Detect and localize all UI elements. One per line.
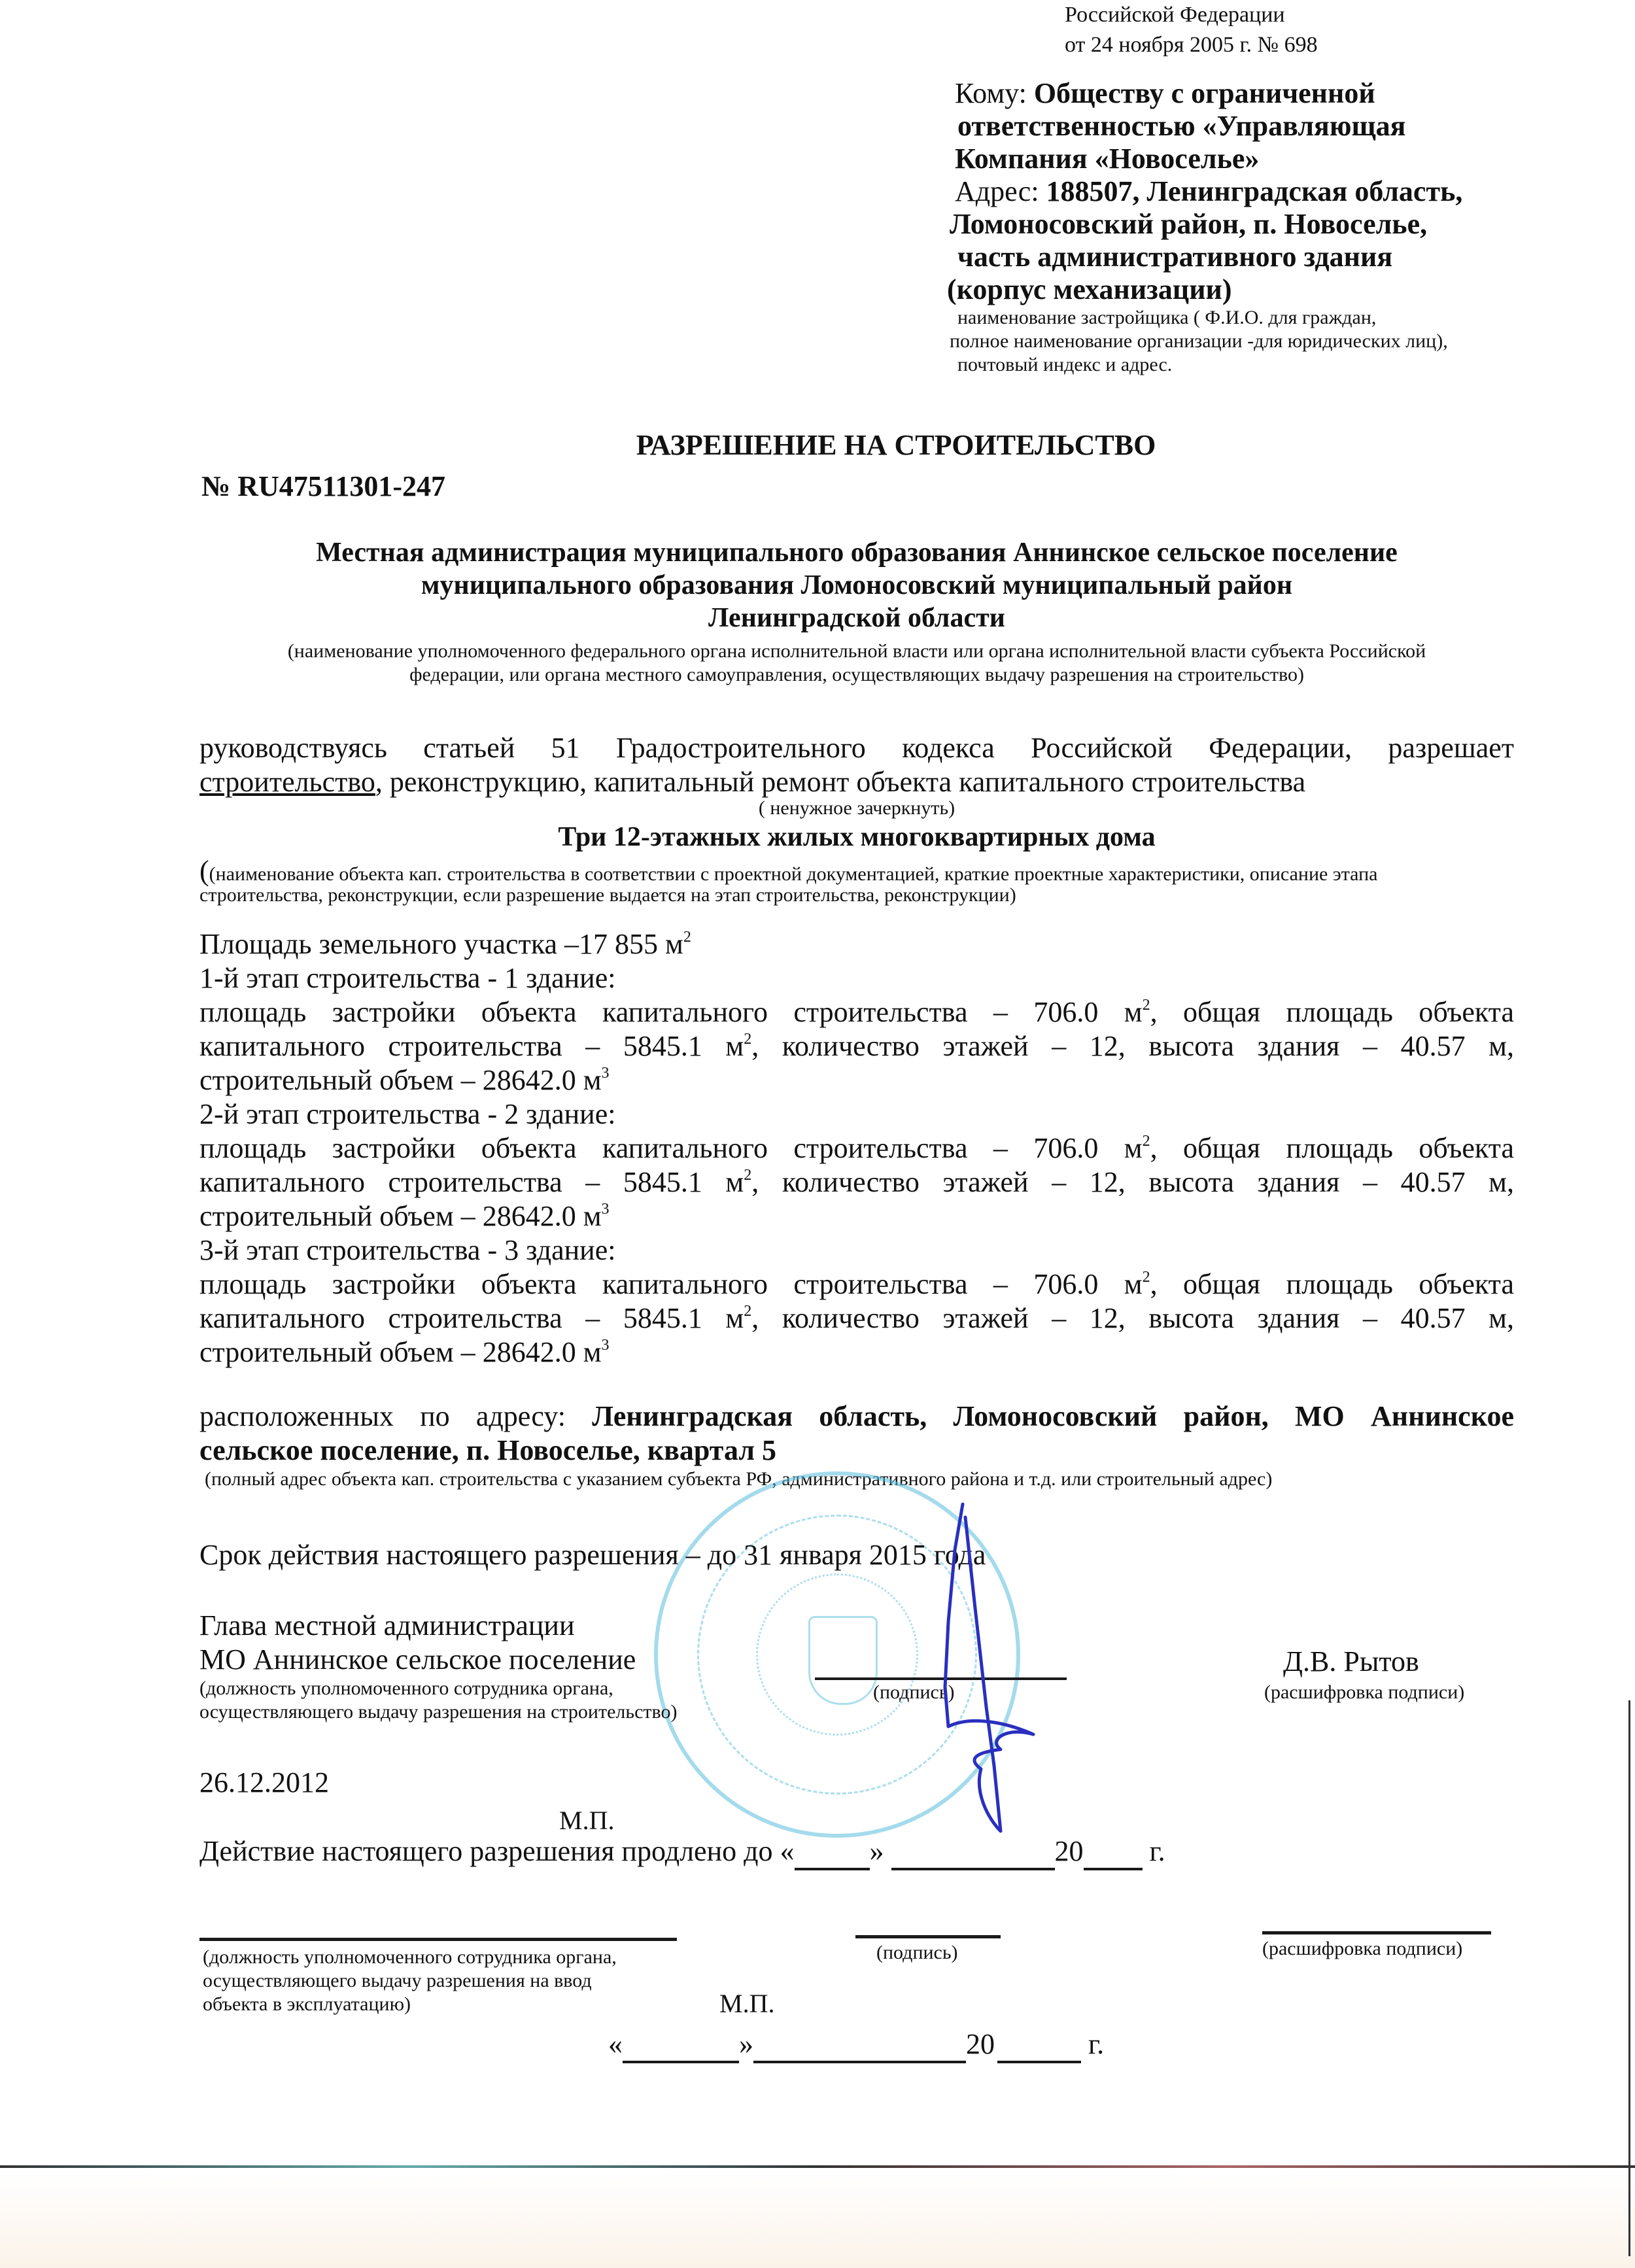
issuing-authority bbox=[199, 536, 1514, 634]
developer-name-3: Компания «Новоселье» bbox=[955, 143, 1260, 175]
stage-3 bbox=[199, 1233, 1514, 1369]
developer-address-4: (корпус механизации) bbox=[947, 273, 1232, 305]
extension-seal-label: М.П. bbox=[719, 1989, 775, 2018]
extension-position-note bbox=[203, 1946, 617, 2016]
location-prefix: расположенных по адресу: bbox=[199, 1400, 566, 1432]
strike-note: ( ненужное зачеркнуть) bbox=[758, 797, 955, 819]
extension-date-day-field[interactable] bbox=[623, 2027, 739, 2063]
stage-title: 1-й этап строительства - 1 здание: bbox=[199, 962, 616, 994]
sup: 3 bbox=[601, 1065, 610, 1082]
signatory-position-2: МО Аннинское сельское поселение bbox=[199, 1643, 636, 1675]
to-label: Кому: bbox=[955, 77, 1027, 109]
extension-text: Действие настоящего разрешения продлено до « bbox=[199, 1835, 795, 1867]
extension-day-field[interactable] bbox=[795, 1834, 870, 1870]
developer-name-2: ответственностью «Управляющая bbox=[957, 110, 1406, 142]
permit-number: № RU47511301-247 bbox=[201, 470, 445, 502]
handwritten-signature-icon bbox=[909, 1491, 1079, 1857]
date-quote-open: « bbox=[608, 2028, 623, 2060]
object-note-2: строительства, реконструкции, если разрешение выдается на этап строительства, реконструкции) bbox=[199, 884, 1016, 906]
extension-date-line bbox=[608, 2027, 1104, 2063]
developer-address-2: Ломоносовский район, п. Новоселье, bbox=[950, 208, 1428, 240]
stage-text: площадь застройки объекта капитального строительства – 706.0 м bbox=[199, 996, 1143, 1028]
issuer-note-2: федерации, или органа местного самоуправления, осуществляющих выдачу разрешения на строительство) bbox=[409, 664, 1304, 685]
stage-line-2 bbox=[199, 1029, 1514, 1063]
permission-line-1: руководствуясь статьей 51 Градостроительного кодекса Российской Федерации, разрешает bbox=[199, 732, 1514, 764]
sup: 2 bbox=[1142, 1269, 1150, 1286]
object-note-1: ((наименование объекта кап. строительства в соответствии с проектной документацией, краткие проектные характеристики, описание этапа bbox=[199, 855, 1378, 887]
stage-text: площадь застройки объекта капитального строительства – 706.0 м bbox=[199, 1132, 1143, 1164]
date-quote-close: » bbox=[739, 2028, 753, 2060]
address-label: Адрес: bbox=[955, 175, 1039, 207]
location-line-1 bbox=[199, 1400, 1514, 1434]
scan-shadow bbox=[0, 2171, 1635, 2268]
land-area-text: Площадь земельного участка –17 855 м bbox=[199, 928, 683, 960]
permission-block bbox=[199, 731, 1514, 907]
stage-line-1 bbox=[199, 1131, 1514, 1165]
land-area-sup: 2 bbox=[683, 929, 691, 946]
stage-line-1 bbox=[199, 1267, 1514, 1301]
stage-line-3 bbox=[199, 1335, 1514, 1369]
sup: 2 bbox=[744, 1303, 752, 1320]
extension-position-line[interactable] bbox=[199, 1938, 677, 1941]
extension-note-2: осуществляющего выдачу разрешения на ввод bbox=[203, 1970, 592, 1991]
signatory-position-1: Глава местной администрации bbox=[199, 1609, 575, 1641]
signatory-position-note bbox=[199, 1677, 677, 1724]
issuer-note bbox=[199, 640, 1514, 687]
stage-text: , количество этажей – 12, высота здания – 40.57 м, bbox=[751, 1030, 1515, 1062]
stage-2 bbox=[199, 1097, 1514, 1233]
signatory-note-1: (должность уполномоченного сотрудника органа, bbox=[199, 1677, 613, 1699]
stage-text: площадь застройки объекта капитального строительства – 706.0 м bbox=[199, 1268, 1143, 1300]
stage-line-2 bbox=[199, 1301, 1514, 1335]
stage-text: строительный объем – 28642.0 м bbox=[199, 1064, 602, 1096]
permission-line-2: , реконструкцию, капитальный ремонт объекта капитального строительства bbox=[375, 766, 1306, 798]
issuer-note-1: (наименование уполномоченного федерального органа исполнительной власти или органа исполнительной власти субъекта Российской bbox=[287, 640, 1426, 662]
regulation-line-1: Российской Федерации bbox=[1065, 3, 1285, 27]
extension-date-year-field[interactable] bbox=[997, 2027, 1081, 2063]
location-address-1: Ленинградская область, Ломоносовский район, МО Аннинское bbox=[592, 1400, 1514, 1432]
issuer-line-1: Местная администрация муниципального образования Аннинское сельское поселение bbox=[316, 538, 1398, 568]
extension-note-1: (должность уполномоченного сотрудника органа, bbox=[203, 1946, 617, 1968]
signatory-note-2: осуществляющего выдачу разрешения на строительство) bbox=[199, 1701, 678, 1723]
stage-line-2 bbox=[199, 1165, 1514, 1199]
stage-text: , количество этажей – 12, высота здания – 40.57 м, bbox=[751, 1166, 1515, 1198]
sup: 2 bbox=[744, 1167, 752, 1184]
extension-line bbox=[199, 1834, 1165, 1870]
location-address-2: сельское поселение, п. Новоселье, квартал 5 bbox=[199, 1434, 777, 1466]
extension-date-month-field[interactable] bbox=[753, 2027, 966, 2063]
stage-line-3 bbox=[199, 1199, 1514, 1233]
stage-text: , общая площадь объекта bbox=[1150, 1132, 1514, 1164]
developer-note-3: почтовый индекс и адрес. bbox=[957, 354, 1173, 375]
land-area bbox=[199, 927, 1514, 961]
stage-text: , общая площадь объекта bbox=[1150, 996, 1514, 1028]
signature-label: (подпись) bbox=[873, 1681, 955, 1703]
regulation-line-2: от 24 ноября 2005 г. № 698 bbox=[1065, 33, 1318, 57]
signatory-name-label: (расшифровка подписи) bbox=[1264, 1681, 1465, 1703]
issuer-line-3: Ленинградской области bbox=[708, 603, 1005, 633]
scan-edge-vertical bbox=[1628, 1700, 1630, 2256]
regulation-reference bbox=[1065, 0, 1318, 60]
stage-text: капитального строительства – 5845.1 м bbox=[199, 1166, 744, 1198]
developer-name-1: Обществу с ограниченной bbox=[1033, 77, 1375, 109]
stage-text: капитального строительства – 5845.1 м bbox=[199, 1302, 744, 1334]
developer-note-2: полное наименование организации -для юридических лиц), bbox=[950, 330, 1448, 352]
stage-title: 3-й этап строительства - 3 здание: bbox=[199, 1234, 616, 1266]
validity: Срок действия настоящего разрешения – до 31 января 2015 года bbox=[199, 1539, 986, 1571]
scan-edge-line bbox=[0, 2165, 1635, 2168]
extension-note-3: объекта в эксплуатацию) bbox=[203, 1993, 411, 2015]
object-characteristics bbox=[199, 927, 1514, 1369]
stage-line-1 bbox=[199, 995, 1514, 1029]
sup: 2 bbox=[1142, 1133, 1150, 1150]
stage-text: строительный объем – 28642.0 м bbox=[199, 1200, 602, 1232]
stage-text: строительный объем – 28642.0 м bbox=[199, 1336, 602, 1368]
stage-text: , общая площадь объекта bbox=[1150, 1268, 1514, 1300]
developer-address-1: 188507, Ленинградская область, bbox=[1046, 175, 1463, 207]
stage-title: 2-й этап строительства - 2 здание: bbox=[199, 1098, 616, 1130]
sup: 3 bbox=[601, 1201, 610, 1218]
location-note: (полный адрес объекта кап. строительства с указанием субъекта РФ, административного района и т.д. или строительный адрес) bbox=[205, 1468, 1273, 1490]
permission-selected-type: строительство bbox=[199, 766, 375, 798]
signatory-name: Д.В. Рытов bbox=[1283, 1645, 1419, 1677]
extension-quote-close: » bbox=[869, 1835, 884, 1867]
stage-1 bbox=[199, 961, 1514, 1097]
developer-address-3: часть административного здания bbox=[957, 241, 1393, 273]
page-title: РАЗРЕШЕНИЕ НА СТРОИТЕЛЬСТВО bbox=[636, 429, 1156, 461]
sup: 2 bbox=[1142, 997, 1150, 1014]
object-note-text-1: (наименование объекта кап. строительства в соответствии с проектной документацией, краткие проектные характеристики, описание этапа bbox=[209, 863, 1378, 885]
extension-name-line[interactable] bbox=[1262, 1931, 1491, 1934]
object-name: Три 12-этажных жилых многоквартирных дома bbox=[558, 822, 1156, 852]
date-year-suffix: г. bbox=[1088, 2028, 1105, 2060]
seal-label: М.П. bbox=[559, 1806, 615, 1835]
extension-year-prefix: 20 bbox=[1054, 1835, 1084, 1867]
stage-text: капитального строительства – 5845.1 м bbox=[199, 1030, 744, 1062]
date-year-prefix: 20 bbox=[966, 2028, 995, 2060]
extension-year-field[interactable] bbox=[1084, 1834, 1143, 1870]
extension-year-suffix: г. bbox=[1149, 1835, 1165, 1867]
sup: 2 bbox=[744, 1031, 752, 1048]
extension-month-field[interactable] bbox=[891, 1834, 1055, 1870]
sup: 3 bbox=[601, 1337, 610, 1354]
extension-name-label: (расшифровка подписи) bbox=[1262, 1938, 1463, 1959]
issue-date: 26.12.2012 bbox=[199, 1766, 329, 1798]
developer-note-1: наименование застройщика ( Ф.И.О. для граждан, bbox=[957, 307, 1377, 328]
extension-signature-line[interactable] bbox=[855, 1935, 1001, 1938]
issuer-line-2: муниципального образования Ломоносовский муниципальный район bbox=[421, 570, 1293, 600]
stage-text: , количество этажей – 12, высота здания – 40.57 м, bbox=[751, 1302, 1515, 1334]
addressee-block bbox=[947, 77, 1543, 377]
stage-line-3 bbox=[199, 1063, 1514, 1097]
extension-signature-label: (подпись) bbox=[876, 1942, 958, 1963]
